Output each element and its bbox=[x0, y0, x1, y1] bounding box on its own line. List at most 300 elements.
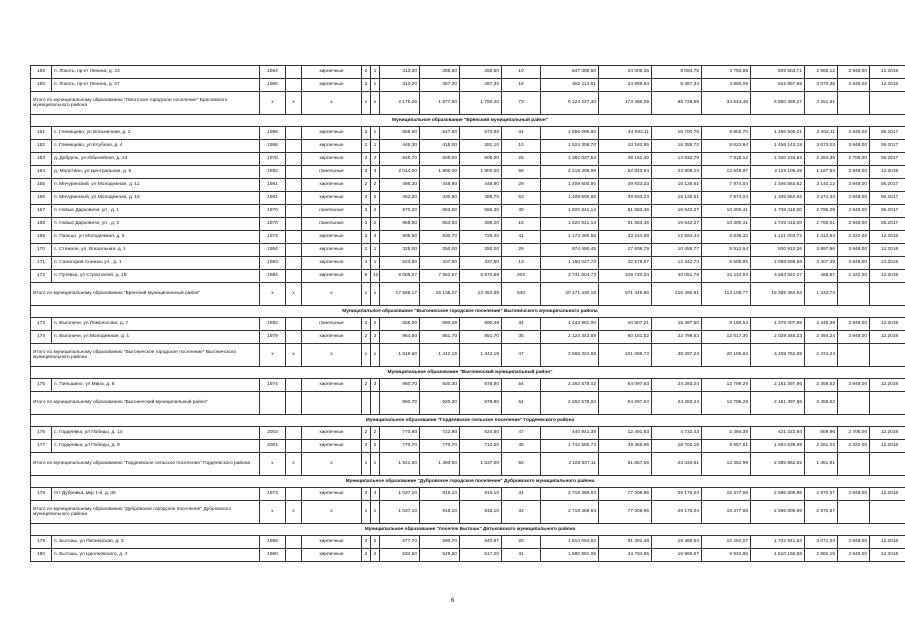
subtotal-cell bbox=[838, 501, 870, 524]
table-cell bbox=[286, 231, 302, 244]
table-cell: 2 284,36 bbox=[805, 153, 838, 166]
table-cell: 722,90 bbox=[420, 427, 460, 440]
table-cell: 1954 bbox=[260, 244, 286, 257]
table-cell: 605,00 bbox=[420, 153, 460, 166]
table-cell: 164 bbox=[31, 166, 52, 179]
subtotal-cell: x bbox=[286, 283, 302, 306]
subtotal-cell: 915,10 bbox=[460, 501, 502, 524]
table-cell: кирпичные bbox=[302, 244, 362, 257]
table-cell: 1 739 415,00 bbox=[751, 218, 805, 231]
table-cell: 920,30 bbox=[420, 379, 460, 392]
table-cell: 3 948,00 bbox=[838, 79, 870, 92]
table-row bbox=[31, 270, 905, 283]
table-cell: 2 322,00 bbox=[838, 440, 870, 453]
table-cell: кирпичные bbox=[302, 153, 362, 166]
subtotal-cell: 29 175,04 bbox=[652, 501, 702, 524]
table-cell: кирпичные bbox=[302, 179, 362, 192]
table-cell: 770,90 bbox=[380, 427, 420, 440]
table-cell: 287,30 bbox=[460, 79, 502, 92]
table-cell: 770,70 bbox=[380, 440, 420, 453]
table-cell: 12 548,87 bbox=[702, 166, 751, 179]
table-cell: 12.2016 bbox=[870, 318, 905, 331]
subtotal-cell: 73 bbox=[502, 92, 541, 115]
table-cell: 1964 bbox=[260, 66, 286, 79]
subtotal-cell: x bbox=[302, 92, 362, 115]
table-cell: 653,50 bbox=[420, 205, 460, 218]
table-cell: 25 bbox=[502, 153, 541, 166]
subtotal-cell: 2 718 369,64 bbox=[541, 501, 599, 524]
table-cell: 2 bbox=[362, 427, 371, 440]
subtotal-cell: x bbox=[371, 344, 380, 367]
table-row bbox=[31, 331, 905, 344]
subtotal-cell: 1 750,40 bbox=[460, 92, 502, 115]
table-cell: 3 bbox=[362, 205, 371, 218]
table-cell: 60 181,52 bbox=[599, 331, 652, 344]
table-cell: 770,70 bbox=[420, 440, 460, 453]
table-cell: с. Гордеевка, ул Победы, д. 9 bbox=[52, 440, 260, 453]
table-cell: 2 bbox=[371, 179, 380, 192]
table-cell bbox=[286, 218, 302, 231]
table-cell: 605,00 bbox=[460, 153, 502, 166]
table-cell: 1 379 407,66 bbox=[751, 318, 805, 331]
table-cell: 1 820 841,14 bbox=[541, 205, 599, 218]
document-page bbox=[30, 65, 899, 562]
table-cell: 1 556 086,80 bbox=[541, 127, 599, 140]
table-cell bbox=[286, 127, 302, 140]
table-cell: 3 071,04 bbox=[805, 536, 838, 549]
table-cell: 653,80 bbox=[420, 218, 460, 231]
table-cell: с. Глинищево, ул Больничная, д. 2 bbox=[52, 127, 260, 140]
table-cell: кирпичные bbox=[302, 231, 362, 244]
table-cell bbox=[286, 318, 302, 331]
table-cell: п. Новые Дарковичи, ул , д. 1 bbox=[52, 205, 260, 218]
subtotal-row bbox=[31, 501, 905, 524]
table-cell: 3 bbox=[371, 488, 380, 501]
table-cell: 2 bbox=[362, 440, 371, 453]
table-cell: 415,00 bbox=[420, 140, 460, 153]
subtotal-cell: 64 097,63 bbox=[599, 392, 652, 415]
table-cell: 12.2016 bbox=[870, 257, 905, 270]
table-cell: 1 732 941,53 bbox=[751, 536, 805, 549]
section-header: Муниципальное образование "Гордеевское сельское поселение" Гордеевского района bbox=[31, 415, 905, 427]
subtotal-label: Итого по муниципальному образованию "Выгоничский муниципальный район" bbox=[31, 392, 260, 415]
table-cell: 1982 bbox=[260, 318, 286, 331]
table-cell: 162 bbox=[31, 140, 52, 153]
table-cell: 573,90 bbox=[460, 127, 502, 140]
table-cell: 12.2016 bbox=[870, 427, 905, 440]
subtotal-cell: 2 262 578,02 bbox=[541, 392, 599, 415]
table-cell: 10 262,07 bbox=[702, 536, 751, 549]
table-cell: 313,00 bbox=[380, 79, 420, 92]
table-cell: пгт Дубровка, мкр 1-й, д. 36 bbox=[52, 488, 260, 501]
table-cell: 2 bbox=[362, 488, 371, 501]
subtotal-cell: 5 850 358,27 bbox=[751, 92, 805, 115]
table-cell: 1974 bbox=[260, 379, 286, 392]
table-cell: 3 897,96 bbox=[805, 244, 838, 257]
table-cell: 3 948,00 bbox=[838, 192, 870, 205]
subtotal-row bbox=[31, 344, 905, 367]
table-cell: 19 542,27 bbox=[652, 205, 702, 218]
subtotal-label: Итого по муниципальному образованию "Локотское городское поселение" Брасовского муниципального района bbox=[31, 92, 260, 115]
section-header-row bbox=[31, 306, 905, 318]
table-cell: 3 948,00 bbox=[838, 179, 870, 192]
table-cell: 167 bbox=[31, 205, 52, 218]
subtotal-cell bbox=[838, 453, 870, 476]
table-cell: 12.2016 bbox=[870, 66, 905, 79]
table-cell: 2 bbox=[362, 153, 371, 166]
table-cell: кирпичные bbox=[302, 66, 362, 79]
table-cell: 2 bbox=[362, 536, 371, 549]
section-header-row bbox=[31, 476, 905, 488]
table-row bbox=[31, 488, 905, 501]
table-cell: кирпичные bbox=[302, 257, 362, 270]
table-cell: 06.2017 bbox=[870, 179, 905, 192]
table-cell: 2 322,00 bbox=[838, 270, 870, 283]
table-cell: п. Бытошь, ул Циолковского, д. 4 bbox=[52, 549, 260, 562]
table-cell: 2 445,39 bbox=[805, 318, 838, 331]
subtotal-cell: 1 332,74 bbox=[805, 283, 838, 306]
table-cell: 1984 bbox=[260, 270, 286, 283]
subtotal-cell: x bbox=[371, 283, 380, 306]
table-cell: 34 bbox=[502, 488, 541, 501]
subtotal-cell: 20 185,83 bbox=[702, 344, 751, 367]
table-cell: 53 bbox=[502, 192, 541, 205]
table-cell: 62 843,54 bbox=[599, 166, 652, 179]
table-cell: 8 942,85 bbox=[702, 549, 751, 562]
subtotal-label: Итого по муниципальному образованию "Гордеевское сельское поселение" Гордеевского района bbox=[31, 453, 260, 476]
section-header: Муниципальное образование "поселок Бытошь" Дятьковского муниципального района bbox=[31, 524, 905, 536]
table-cell: 12.2016 bbox=[870, 244, 905, 257]
subtotal-cell: 34 bbox=[502, 501, 541, 524]
table-cell: 851,70 bbox=[460, 331, 502, 344]
table-cell: 1 037,10 bbox=[380, 488, 420, 501]
table-cell: 3 948,00 bbox=[838, 127, 870, 140]
table-cell: 3 948,00 bbox=[838, 331, 870, 344]
table-cell bbox=[286, 166, 302, 179]
subtotal-cell: x bbox=[362, 344, 371, 367]
table-cell: 2 458,52 bbox=[805, 379, 838, 392]
table-cell: 3 bbox=[371, 379, 380, 392]
table-cell: 468,67 bbox=[805, 270, 838, 283]
table-cell: 32 579,67 bbox=[599, 257, 652, 270]
table-cell: кирпичные bbox=[302, 127, 362, 140]
table-cell: 06.2017 bbox=[870, 192, 905, 205]
table-cell: 16 bbox=[502, 79, 541, 92]
table-cell: кирпичные bbox=[302, 140, 362, 153]
table-cell: 27 606,79 bbox=[599, 244, 652, 257]
subtotal-cell: 1 493,60 bbox=[420, 453, 460, 476]
subtotal-cell bbox=[870, 453, 905, 476]
section-header: Муниципальное образование "Дубровское городское поселение" Дубровского муниципального района bbox=[31, 476, 905, 488]
table-cell: 14 832,79 bbox=[652, 153, 702, 166]
table-cell: 2 124 343,68 bbox=[541, 331, 599, 344]
table-cell: 970,20 bbox=[380, 205, 420, 218]
subtotal-cell: 915,10 bbox=[420, 501, 460, 524]
table-cell: 1 bbox=[371, 140, 380, 153]
table-cell: 3 948,00 bbox=[838, 549, 870, 562]
table-row bbox=[31, 127, 905, 140]
housing-table bbox=[30, 65, 905, 562]
table-cell: 2 494,24 bbox=[805, 331, 838, 344]
section-header-row bbox=[31, 367, 905, 379]
table-cell: 2 bbox=[371, 427, 380, 440]
table-row bbox=[31, 66, 905, 79]
subtotal-cell: 38 297,23 bbox=[652, 344, 702, 367]
table-cell: 430,50 bbox=[420, 192, 460, 205]
table-cell: 06.2017 bbox=[870, 205, 905, 218]
section-header-row bbox=[31, 115, 905, 127]
table-cell: 9 094,75 bbox=[652, 66, 702, 79]
subtotal-cell bbox=[838, 283, 870, 306]
subtotal-cell: 640 bbox=[502, 283, 541, 306]
table-cell: 34 bbox=[502, 318, 541, 331]
table-row bbox=[31, 231, 905, 244]
table-cell: 4 732,43 bbox=[652, 427, 702, 440]
subtotal-cell: 3 568 324,68 bbox=[541, 344, 599, 367]
table-cell: 160 bbox=[31, 79, 52, 92]
table-cell: 624,50 bbox=[460, 427, 502, 440]
subtotal-cell: x bbox=[286, 501, 302, 524]
table-cell: 396,20 bbox=[460, 218, 502, 231]
table-cell: 10 300,41 bbox=[702, 218, 751, 231]
table-cell: 3 564 922,27 bbox=[751, 270, 805, 283]
table-cell: 8 802,70 bbox=[702, 127, 751, 140]
subtotal-cell: x bbox=[286, 453, 302, 476]
table-cell bbox=[286, 270, 302, 283]
table-row bbox=[31, 257, 905, 270]
table-cell: 12 bbox=[371, 270, 380, 283]
subtotal-cell: 2 970,57 bbox=[805, 501, 838, 524]
table-cell: с. Гордеевка, ул Победы, д. 14 bbox=[52, 427, 260, 440]
subtotal-cell: 2 085 862,92 bbox=[751, 453, 805, 476]
subtotal-cell: x bbox=[286, 344, 302, 367]
table-cell: 6 638,32 bbox=[702, 231, 751, 244]
subtotal-cell bbox=[371, 392, 380, 415]
table-row bbox=[31, 427, 905, 440]
subtotal-cell: x bbox=[260, 344, 286, 367]
table-cell: 337,50 bbox=[420, 257, 460, 270]
table-cell: 2 bbox=[362, 244, 371, 257]
subtotal-cell: x bbox=[302, 453, 362, 476]
table-cell: 3 673,03 bbox=[805, 140, 838, 153]
table-row bbox=[31, 318, 905, 331]
table-cell: 3 140,12 bbox=[805, 179, 838, 192]
table-cell: 3 948,00 bbox=[838, 318, 870, 331]
table-cell: 178 bbox=[31, 488, 52, 501]
table-row bbox=[31, 192, 905, 205]
table-cell: 2 322,00 bbox=[838, 231, 870, 244]
table-cell: 77 009,96 bbox=[599, 488, 652, 501]
table-row bbox=[31, 153, 905, 166]
table-cell: 9 005,37 bbox=[380, 270, 420, 283]
table-cell: 163 bbox=[31, 153, 52, 166]
table-cell: 287,30 bbox=[420, 79, 460, 92]
table-cell: 19 542,27 bbox=[652, 218, 702, 231]
table-cell: панельные bbox=[302, 218, 362, 231]
table-cell bbox=[286, 440, 302, 453]
subtotal-cell: x bbox=[302, 283, 362, 306]
subtotal-cell: 1 442,19 bbox=[460, 344, 502, 367]
table-cell bbox=[286, 205, 302, 218]
table-cell: 1 173 480,56 bbox=[541, 231, 599, 244]
table-cell: 1961 bbox=[260, 192, 286, 205]
table-cell: 2 218 308,99 bbox=[541, 166, 599, 179]
table-row bbox=[31, 79, 905, 92]
table-cell: 176 bbox=[31, 427, 52, 440]
table-cell: 45 bbox=[502, 440, 541, 453]
table-cell bbox=[286, 153, 302, 166]
table-cell: 51 583,46 bbox=[599, 218, 652, 231]
table-cell: 12.2016 bbox=[870, 270, 905, 283]
table-cell: 7 818,12 bbox=[702, 153, 751, 166]
table-cell: 6 505,65 bbox=[702, 257, 751, 270]
subtotal-label: Итого по муниципальному образованию "Выгоничское городское поселение" Выгоничского муниципального района bbox=[31, 344, 260, 367]
subtotal-cell: 19 269 384,64 bbox=[751, 283, 805, 306]
table-cell: 677,70 bbox=[380, 536, 420, 549]
subtotal-cell bbox=[286, 392, 302, 415]
table-cell: 2 bbox=[362, 179, 371, 192]
table-cell bbox=[286, 192, 302, 205]
section-header: Муниципальное образование "Брянский муниципальный район" bbox=[31, 115, 905, 127]
table-cell: 1 150 027,73 bbox=[541, 257, 599, 270]
table-cell: 202 bbox=[502, 270, 541, 283]
table-cell: 655,00 bbox=[380, 318, 420, 331]
table-cell: 5 512,64 bbox=[702, 244, 751, 257]
table-cell: 12 799,29 bbox=[702, 379, 751, 392]
table-cell: 159 bbox=[31, 66, 52, 79]
table-cell: 1956 bbox=[260, 140, 286, 153]
subtotal-cell: x bbox=[371, 501, 380, 524]
table-cell: 2 bbox=[371, 153, 380, 166]
table-cell: 20 bbox=[502, 536, 541, 549]
table-cell: 964,60 bbox=[380, 331, 420, 344]
subtotal-cell: 2 458,52 bbox=[805, 392, 838, 415]
subtotal-cell: 173 496,09 bbox=[599, 92, 652, 115]
table-cell: 2 262 578,02 bbox=[541, 379, 599, 392]
table-cell: 7 974,04 bbox=[702, 192, 751, 205]
table-cell: 1958 bbox=[260, 536, 286, 549]
table-cell: 2001 bbox=[260, 440, 286, 453]
table-row bbox=[31, 218, 905, 231]
table-cell: 161 bbox=[31, 127, 52, 140]
subtotal-cell: 77 009,96 bbox=[599, 501, 652, 524]
table-cell: 4 793,69 bbox=[702, 66, 751, 79]
table-cell: 105 720,04 bbox=[599, 270, 652, 283]
table-cell: 1 742 565,73 bbox=[541, 440, 599, 453]
table-cell bbox=[286, 179, 302, 192]
table-cell: 2 bbox=[371, 536, 380, 549]
table-cell: п. Санаторий Снежка, ул , д. 1 bbox=[52, 257, 260, 270]
table-cell: 915,10 bbox=[460, 488, 502, 501]
table-cell: 174 bbox=[31, 331, 52, 344]
table-cell: 18 702,18 bbox=[652, 440, 702, 453]
table-cell: 1970 bbox=[260, 205, 286, 218]
table-cell: 1 524 308,70 bbox=[541, 140, 599, 153]
table-cell: 10 300,41 bbox=[702, 205, 751, 218]
table-cell: 30 bbox=[502, 205, 541, 218]
table-cell: 1982 bbox=[260, 166, 286, 179]
subtotal-cell: 1 461,91 bbox=[805, 453, 838, 476]
subtotal-cell: x bbox=[302, 501, 362, 524]
table-cell: 4 bbox=[362, 257, 371, 270]
subtotal-cell bbox=[870, 283, 905, 306]
table-cell: 12.2016 bbox=[870, 331, 905, 344]
table-row bbox=[31, 440, 905, 453]
table-cell: 29 bbox=[502, 244, 541, 257]
table-cell: 1 346 564,62 bbox=[751, 179, 805, 192]
table-cell: 12 342,73 bbox=[652, 257, 702, 270]
table-cell: 180 bbox=[31, 549, 52, 562]
table-cell: 915,10 bbox=[420, 488, 460, 501]
subtotal-cell: x bbox=[302, 344, 362, 367]
table-cell: 2 bbox=[362, 127, 371, 140]
table-cell: 51 391,48 bbox=[599, 536, 652, 549]
table-cell: с. Глинищево, ул Клубная, д. 4 bbox=[52, 140, 260, 153]
table-cell: 446,30 bbox=[380, 140, 420, 153]
table-cell: 1983 bbox=[260, 257, 286, 270]
table-cell: 8 622,94 bbox=[702, 140, 751, 153]
table-cell: 540,97 bbox=[460, 536, 502, 549]
table-cell: с. Стяжное, ул. Вокзальная, д. 1 bbox=[52, 244, 260, 257]
table-cell: 3 731 604,73 bbox=[541, 270, 599, 283]
table-cell: 1 664 639,98 bbox=[751, 440, 805, 453]
table-cell: 498,30 bbox=[380, 179, 420, 192]
subtotal-cell: 24 283,24 bbox=[652, 392, 702, 415]
table-cell: 06.2017 bbox=[870, 218, 905, 231]
table-cell: 35 bbox=[502, 331, 541, 344]
subtotal-cell bbox=[838, 392, 870, 415]
table-cell: 2 882,15 bbox=[805, 549, 838, 562]
table-cell: 49 365,96 bbox=[599, 440, 652, 453]
table-cell: 12.2016 bbox=[870, 440, 905, 453]
table-cell: 12.2016 bbox=[870, 231, 905, 244]
table-cell: 930 912,26 bbox=[751, 244, 805, 257]
subtotal-cell: 1 037,10 bbox=[380, 501, 420, 524]
table-cell: 1966 bbox=[260, 127, 286, 140]
table-cell: 1973 bbox=[260, 231, 286, 244]
table-cell: 2 785,01 bbox=[805, 218, 838, 231]
table-cell: 2 bbox=[362, 331, 371, 344]
table-cell: 15 128,61 bbox=[652, 192, 702, 205]
table-cell: 3 274,33 bbox=[805, 192, 838, 205]
subtotal-cell: 2 474,24 bbox=[805, 344, 838, 367]
table-cell: 3 948,00 bbox=[838, 166, 870, 179]
table-cell: 41 bbox=[502, 231, 541, 244]
table-cell: 2 161 397,86 bbox=[751, 379, 805, 392]
table-cell: 2 bbox=[371, 440, 380, 453]
subtotal-row bbox=[31, 453, 905, 476]
table-cell: 29 175,04 bbox=[652, 488, 702, 501]
subtotal-cell: 2 183 507,11 bbox=[541, 453, 599, 476]
table-cell: кирпичные bbox=[302, 192, 362, 205]
table-cell: 285,50 bbox=[460, 66, 502, 79]
table-cell: 2 bbox=[371, 205, 380, 218]
table-cell: 3 948,00 bbox=[838, 379, 870, 392]
subtotal-cell: 3 261,91 bbox=[805, 92, 838, 115]
table-cell: 2 494,38 bbox=[702, 427, 751, 440]
subtotal-cell: 12 799,29 bbox=[702, 392, 751, 415]
table-cell: 1 098 599,68 bbox=[751, 257, 805, 270]
table-cell: 44 784,95 bbox=[599, 549, 652, 562]
subtotal-cell: 54 bbox=[502, 392, 541, 415]
table-cell: 549,50 bbox=[420, 549, 460, 562]
table-cell: 43 182,85 bbox=[599, 140, 652, 153]
table-cell: 851,70 bbox=[420, 331, 460, 344]
table-cell: 3 948,00 bbox=[838, 140, 870, 153]
subtotal-cell: 92 bbox=[502, 453, 541, 476]
table-cell: 12.2016 bbox=[870, 536, 905, 549]
table-cell: 609,96 bbox=[805, 427, 838, 440]
